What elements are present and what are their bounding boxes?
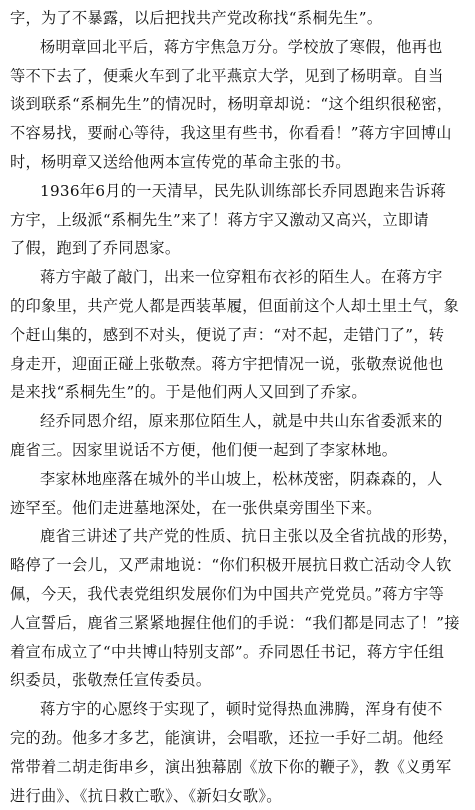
text-line: 进行曲》、《抗日救亡歌》、《新妇女歌》。 [10, 786, 282, 805]
paragraph [10, 695, 463, 810]
text-line: 迹罕至。他们走进墓地深处，在一张供桌旁围坐下来。 [10, 498, 382, 517]
text-line: 人宣誓后，鹿省三紧紧地握住他们的手说：“我们都是同志了！”接 [10, 613, 460, 632]
text-line: 织委员，张敬焘任宣传委员。 [10, 671, 212, 690]
paragraph [10, 465, 463, 523]
text-line: 了假，跑到了乔同恩家。 [10, 239, 181, 258]
text-line: 等不下去了，便乘火车到了北平燕京大学，见到了杨明章。自当 [10, 66, 444, 85]
text-line: 经乔同恩介绍，原来那位陌生人，就是中共山东省委派来的 [40, 412, 443, 431]
text-line: 字，为了不暴露，以后把找共产党改称找“系桐先生”。 [10, 9, 383, 27]
text-line: 时，杨明章又送给他两本宣传党的革命主张的书。 [10, 152, 351, 171]
text-line: 1936年6月的一天清早，民先队训练部长乔同恩跑来告诉蒋 [40, 181, 447, 200]
text-line: 身走开，迎面正碰上张敬焘。蒋方宇把情况一说，张敬焘说他也 [10, 354, 444, 373]
text-line: 个赶山集的，感到不对头，便说了声：“对不起，走错门了”，转 [10, 325, 445, 344]
text-line: 是来找“系桐先生”的。于是他们两人又回到了乔家。 [10, 383, 367, 402]
paragraph [10, 4, 463, 33]
paragraph [10, 33, 463, 177]
paragraph [10, 263, 463, 407]
text-line: 蒋方宇敲了敲门，出来一位穿粗布衣衫的陌生人。在蒋方宇 [40, 268, 443, 287]
text-line: 着宣布成立了“中共博山特别支部”。乔同恩任书记，蒋方宇任组 [10, 642, 445, 661]
paragraph [10, 177, 463, 263]
text-line: 蒋方宇的心愿终于实现了，顿时觉得热血沸腾，浑身有使不 [40, 700, 443, 719]
text-line: 的印象里，共产党人都是西装革履，但面前这个人却土里土气，象 [10, 296, 460, 315]
text-line: 不容易找，要耐心等待，我这里有些书，你看看！”蒋方宇回博山 [10, 124, 452, 143]
text-line: 鹿省三讲述了共产党的性质、抗日主张以及全省抗战的形势， [40, 527, 459, 546]
text-line: 佩，今天，我代表党组织发展你们为中国共产党党员。”蒋方宇等 [10, 584, 445, 603]
text-line: 方宇，上级派“系桐先生”来了！蒋方宇又激动又高兴，立即请 [10, 210, 429, 229]
text-line: 李家林地座落在城外的半山坡上，松林茂密，阴森森的，人 [40, 469, 443, 488]
text-line: 谈到联系“系桐先生”的情况时，杨明章却说：“这个组织很秘密， [10, 95, 453, 114]
paragraph [10, 407, 463, 465]
text-line: 略停了一会儿，又严肃地说：“你们积极开展抗日救亡活动令人钦 [10, 556, 452, 575]
text-line: 杨明章回北平后，蒋方宇焦急万分。学校放了寒假，他再也 [40, 37, 443, 56]
paragraph [10, 522, 463, 695]
text-line: 常带着二胡走街串乡，演出独幕剧《放下你的鞭子》，教《义勇军 [10, 757, 452, 776]
text-line: 完的劲。他多才多艺，能演讲，会唱歌，还拉一手好二胡。他经 [10, 728, 444, 747]
text-line: 鹿省三。因家里说话不方便，他们便一起到了李家林地。 [10, 440, 398, 459]
